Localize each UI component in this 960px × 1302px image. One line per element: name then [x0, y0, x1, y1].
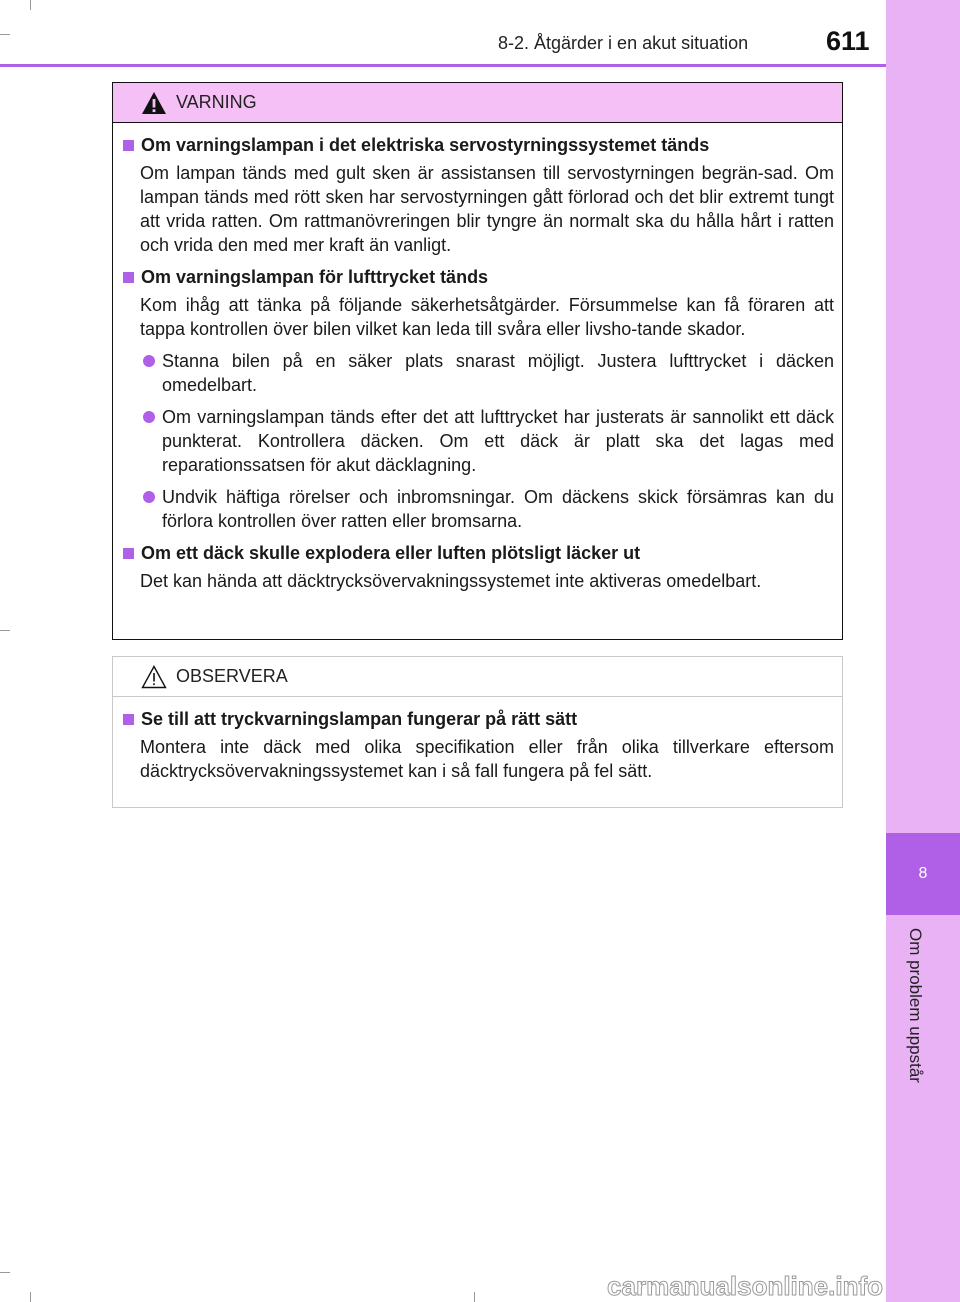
section-heading-text: Om varningslampan för lufttrycket tänds	[141, 267, 489, 287]
notice-title: OBSERVERA	[176, 666, 288, 686]
warning-triangle-icon	[141, 91, 167, 115]
crop-mark	[30, 1292, 31, 1302]
bullet-text: Om varningslampan tänds efter det att lufttrycket har justerats är sannolikt ett däck punkterat. Kontrollera däcken. Om ett däck är platt ska det lagas med reparationssatsen för akut däcklagning.	[162, 407, 834, 475]
section-paragraph: Montera inte däck med olika specifikation eller från olika tillverkare eftersom däcktrycksövervakningssystemet kan i så fall fungera på fel sätt.	[140, 737, 834, 781]
round-bullet-icon	[143, 491, 155, 503]
square-bullet-icon	[123, 714, 134, 725]
warning-box	[112, 82, 843, 640]
section-paragraph: Det kan hända att däcktrycksövervakningssystemet inte aktiveras omedelbart.	[140, 571, 762, 591]
section-heading	[123, 133, 834, 157]
crop-mark	[0, 630, 10, 631]
notice-header	[113, 657, 842, 697]
page-number: 611	[826, 26, 870, 56]
chapter-sidebar	[886, 0, 960, 1302]
crop-mark	[30, 0, 31, 10]
warning-body	[113, 123, 842, 593]
section-heading-text: Om ett däck skulle explodera eller luften plötsligt läcker ut	[141, 543, 641, 563]
section-heading	[123, 541, 834, 565]
section-heading-text: Se till att tryckvarningslampan fungerar på rätt sätt	[141, 709, 578, 729]
bullet-text: Undvik häftiga rörelser och inbromsningar. Om däckens skick försämras kan du förlora kontrollen över ratten eller bromsarna.	[162, 487, 834, 531]
notice-box	[112, 656, 843, 808]
crop-mark	[0, 1272, 10, 1273]
chapter-number-tab	[886, 833, 960, 915]
bullet-item	[140, 405, 834, 477]
square-bullet-icon	[123, 548, 134, 559]
warning-title: VARNING	[176, 92, 257, 112]
warning-header	[113, 83, 842, 123]
watermark	[560, 1268, 886, 1302]
section-heading	[123, 265, 834, 289]
section-paragraph: Om lampan tänds med gult sken är assistansen till servostyrningen begrän-sad. Om lampan tänds med rött sken har servostyrningen gått förlorad och det blir extremt tungt att vrida ratten. Om rattmanövreringen blir tyngre än normalt ska du hålla hårt i ratten och vrida den med mer kraft än vanligt.	[140, 163, 834, 255]
round-bullet-icon	[143, 355, 155, 367]
crop-mark	[0, 34, 10, 35]
bullet-text: Stanna bilen på en säker plats snarast möjligt. Justera lufttrycket i däcken omedelbart.	[162, 351, 834, 395]
bullet-item	[140, 485, 834, 533]
square-bullet-icon	[123, 140, 134, 151]
section-title: 8-2. Åtgärder i en akut situation	[498, 33, 749, 53]
section-paragraph: Kom ihåg att tänka på följande säkerhetsåtgärder. Försummelse kan få föraren att tappa kontrollen över bilen vilket kan leda till svåra eller livsho-tande skador.	[140, 295, 834, 339]
header-rule	[0, 64, 886, 67]
watermark-text: carmanualsonline.info	[607, 1271, 883, 1301]
crop-mark	[474, 1292, 475, 1302]
notice-body	[113, 697, 842, 783]
section-heading-text: Om varningslampan i det elektriska servostyrningssystemet tänds	[141, 135, 710, 155]
round-bullet-icon	[143, 411, 155, 423]
caution-triangle-icon	[141, 665, 167, 689]
square-bullet-icon	[123, 272, 134, 283]
chapter-number: 8	[918, 865, 928, 882]
chapter-title: Om problem uppstår	[906, 928, 925, 1083]
bullet-item	[140, 349, 834, 397]
section-heading	[123, 707, 834, 731]
